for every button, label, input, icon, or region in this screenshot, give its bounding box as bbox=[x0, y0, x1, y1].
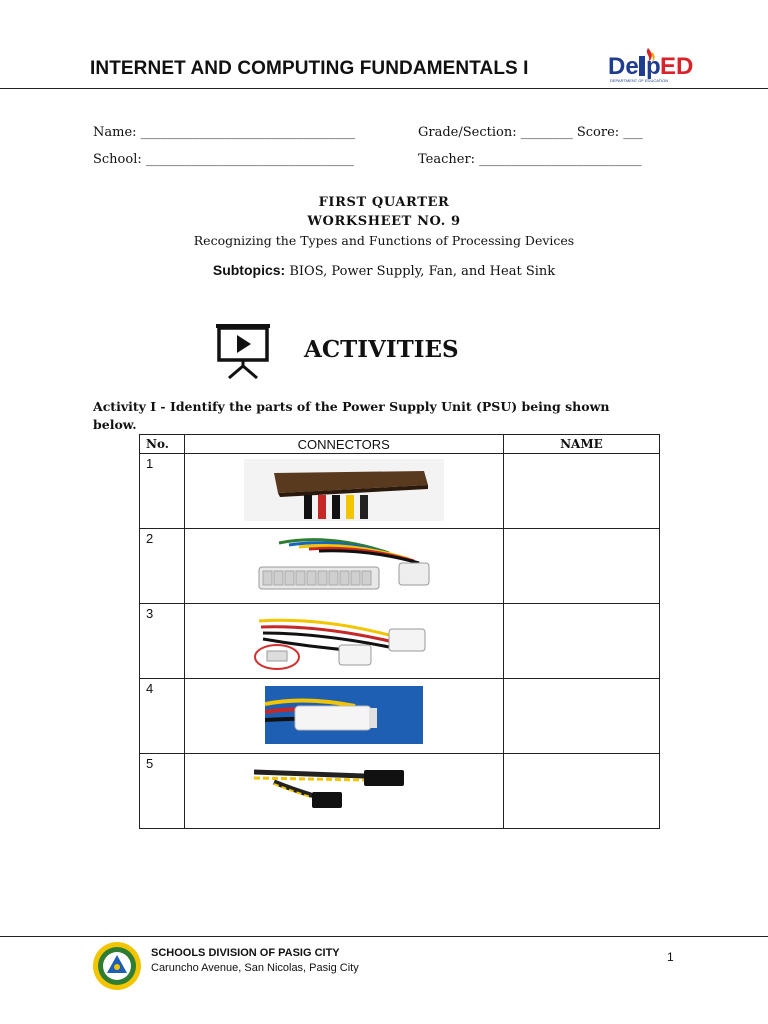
activity-instruction: Activity I - Identify the parts of the Power Supply Unit (PSU) being shown below. bbox=[93, 399, 610, 432]
name-answer-cell[interactable] bbox=[503, 679, 659, 754]
connector-image-cell bbox=[184, 604, 503, 679]
row-number: 2 bbox=[140, 529, 185, 604]
row-number: 1 bbox=[140, 454, 185, 529]
page-number: 1 bbox=[667, 950, 674, 964]
table-row bbox=[140, 679, 660, 754]
footer-divider bbox=[0, 936, 768, 937]
molex-to-floppy-adapter-image bbox=[239, 607, 449, 673]
row-number: 5 bbox=[140, 754, 185, 829]
quarter-title: FIRST QUARTER bbox=[318, 195, 450, 210]
column-header-no: No. bbox=[140, 435, 185, 454]
header-divider bbox=[0, 88, 768, 89]
row-number: 4 bbox=[140, 679, 185, 754]
topic-title: Recognizing the Types and Functions of Processing Devices bbox=[193, 233, 575, 248]
connector-image-cell bbox=[184, 754, 503, 829]
table-row bbox=[140, 529, 660, 604]
connector-image-cell bbox=[184, 454, 503, 529]
name-answer-cell[interactable] bbox=[503, 529, 659, 604]
name-field[interactable]: Name: _________________________________ bbox=[93, 125, 356, 140]
subtopics-label: Subtopics: bbox=[212, 262, 286, 278]
table-row bbox=[140, 754, 660, 829]
activities-heading: ACTIVITIES bbox=[304, 336, 459, 363]
table-header-row bbox=[140, 435, 660, 454]
deped-logo bbox=[608, 44, 700, 86]
svg-text:ED: ED bbox=[660, 53, 694, 80]
svg-text:DEPARTMENT OF EDUCATION: DEPARTMENT OF EDUCATION bbox=[610, 78, 669, 83]
teacher-field[interactable]: Teacher: _________________________ bbox=[418, 152, 642, 167]
division-seal-logo bbox=[92, 941, 142, 991]
name-answer-cell[interactable] bbox=[503, 754, 659, 829]
subtopics-line bbox=[0, 262, 768, 279]
table-row bbox=[140, 454, 660, 529]
presentation-board-icon bbox=[213, 322, 273, 380]
atx-24pin-connector-image bbox=[239, 533, 449, 597]
column-header-name: NAME bbox=[503, 435, 659, 454]
psu-connector-table bbox=[139, 434, 660, 829]
subtopics-text: BIOS, Power Supply, Fan, and Heat Sink bbox=[289, 264, 556, 279]
svg-text:De: De bbox=[608, 53, 639, 80]
connector-image-cell bbox=[184, 679, 503, 754]
school-field[interactable]: School: ________________________________ bbox=[93, 152, 354, 167]
row-number: 3 bbox=[140, 604, 185, 679]
name-answer-cell[interactable] bbox=[503, 604, 659, 679]
molex-connector-image bbox=[265, 686, 423, 744]
name-answer-cell[interactable] bbox=[503, 454, 659, 529]
eps-8pin-connector-image bbox=[254, 760, 434, 820]
score-field[interactable]: Score: ___ bbox=[576, 125, 643, 140]
worksheet-title: WORKSHEET NO. 9 bbox=[307, 214, 461, 229]
footer-address: Caruncho Avenue, San Nicolas, Pasig City bbox=[151, 962, 359, 974]
table-row bbox=[140, 604, 660, 679]
sata-power-connector-image bbox=[244, 459, 444, 521]
grade-section-field[interactable]: Grade/Section: ________ bbox=[418, 125, 573, 140]
connector-image-cell bbox=[184, 529, 503, 604]
svg-text:p: p bbox=[646, 53, 661, 80]
document-title: INTERNET AND COMPUTING FUNDAMENTALS I bbox=[90, 58, 529, 79]
footer-organization: SCHOOLS DIVISION OF PASIG CITY bbox=[151, 947, 340, 959]
grade-section-score-field[interactable] bbox=[418, 125, 643, 140]
column-header-connectors: CONNECTORS bbox=[184, 435, 503, 454]
